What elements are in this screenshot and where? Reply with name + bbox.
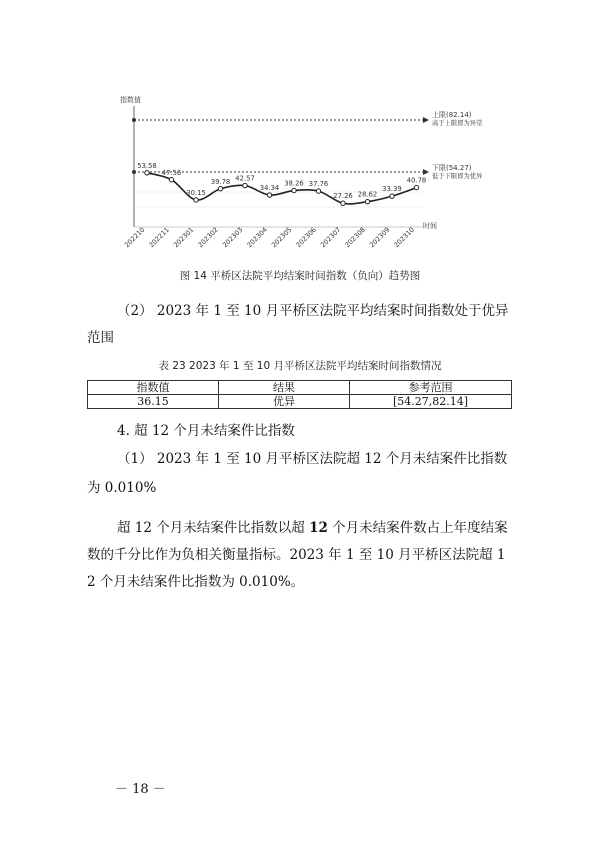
cell-result: 优异: [219, 395, 350, 409]
table-header-row: [88, 381, 512, 395]
data-label: 53.58: [137, 161, 157, 170]
data-label: 37.76: [308, 180, 329, 189]
paragraph-4-bold-number: 12: [309, 520, 328, 536]
data-point: [145, 171, 149, 175]
paragraph-4-line2: 数的千分比作为负相关衡量指标。2023 年 1 至 10 月平桥区法院超 1: [87, 547, 506, 563]
table-row: [88, 395, 512, 409]
data-point: [169, 178, 173, 182]
lower-limit-arrow-icon: [423, 169, 429, 175]
upper-limit-marker: [132, 118, 136, 122]
data-point: [414, 185, 418, 189]
cell-reference-range: [54.27,82.14]: [350, 395, 512, 409]
data-point: [316, 189, 320, 193]
paragraph-4-text-a: 超 12 个月未结案件比指数以超: [117, 520, 310, 536]
gridlines: [134, 192, 423, 227]
upper-limit-arrow-icon: [423, 117, 429, 123]
x-axis-label: 时间: [423, 222, 437, 230]
data-point: [267, 193, 271, 197]
x-tick-label: 202211: [147, 225, 171, 250]
data-label: 28.62: [357, 190, 378, 199]
lower-limit-marker: [132, 170, 136, 174]
x-tick-label: 202305: [269, 225, 294, 250]
paragraph-4-line1: [117, 515, 508, 541]
figure-caption: 图 14 平桥区法院平均结案时间指数（负向）趋势图: [179, 270, 421, 282]
data-point: [243, 183, 247, 187]
upper-limit-note: 高于上限即为异常: [432, 120, 483, 127]
header-index-value: 指数值: [88, 381, 219, 395]
paragraph-4-line3: 2 个月未结案件比指数为 0.010%。: [87, 574, 305, 590]
data-label: 27.26: [333, 192, 353, 201]
cell-index-value: 36.15: [88, 395, 219, 409]
data-label: 34.34: [259, 184, 280, 193]
data-label: 42.57: [235, 174, 255, 183]
data-label: 39.78: [210, 177, 231, 186]
lower-limit-note: 低于下限即为优异: [432, 173, 483, 180]
data-label: 40.78: [406, 176, 427, 185]
x-tick-label: 202302: [196, 225, 220, 250]
x-tick-label: 202308: [343, 225, 367, 250]
data-point: [341, 201, 345, 205]
data-point: [218, 187, 222, 191]
paragraph-3-line2: 为 0.010%: [87, 480, 157, 496]
paragraph-2-line2: 范围: [87, 330, 114, 346]
y-axis-label: 指数值: [120, 96, 141, 104]
header-result: 结果: [219, 381, 350, 395]
x-tick-label: 202303: [220, 225, 245, 250]
data-label: 30.15: [186, 188, 206, 197]
page-number: － 18 －: [115, 782, 166, 797]
paragraph-3-line1: （1） 2023 年 1 至 10 月平桥区法院超 12 个月未结案件比指数: [117, 451, 508, 467]
paragraph-2-line1: （2） 2023 年 1 至 10 月平桥区法院平均结案时间指数处于优异: [117, 303, 509, 319]
x-tick-label: 202307: [318, 225, 343, 250]
x-tick-label: 202309: [367, 225, 392, 250]
data-label: 38.26: [284, 179, 304, 188]
data-point: [390, 194, 394, 198]
paragraph-4-text-b: 个月未结案件数占上年度结案: [327, 520, 508, 536]
x-tick-label: 202301: [171, 225, 196, 250]
upper-limit-label: 上限(82.14): [432, 111, 472, 119]
table-caption: 表 23 2023 年 1 至 10 月平桥区法院平均结案时间指数情况: [158, 360, 442, 372]
lower-limit-label: 下限(54.27): [432, 164, 472, 172]
data-point: [194, 198, 198, 202]
data-points: [123, 162, 426, 249]
trend-line-chart: [118, 92, 508, 257]
x-tick-label: 202306: [294, 225, 318, 250]
header-reference-range: 参考范围: [350, 381, 512, 395]
x-tick-label: 202304: [245, 225, 269, 250]
section-heading: 4. 超 12 个月未结案件比指数: [117, 423, 295, 439]
x-tick-label: 202310: [392, 225, 416, 250]
reference-table: [87, 380, 512, 409]
data-point: [365, 199, 369, 203]
x-tick-label: 202210: [122, 225, 147, 250]
data-label: 33.39: [382, 185, 402, 194]
data-point: [292, 188, 296, 192]
data-label: 47.56: [161, 168, 182, 177]
